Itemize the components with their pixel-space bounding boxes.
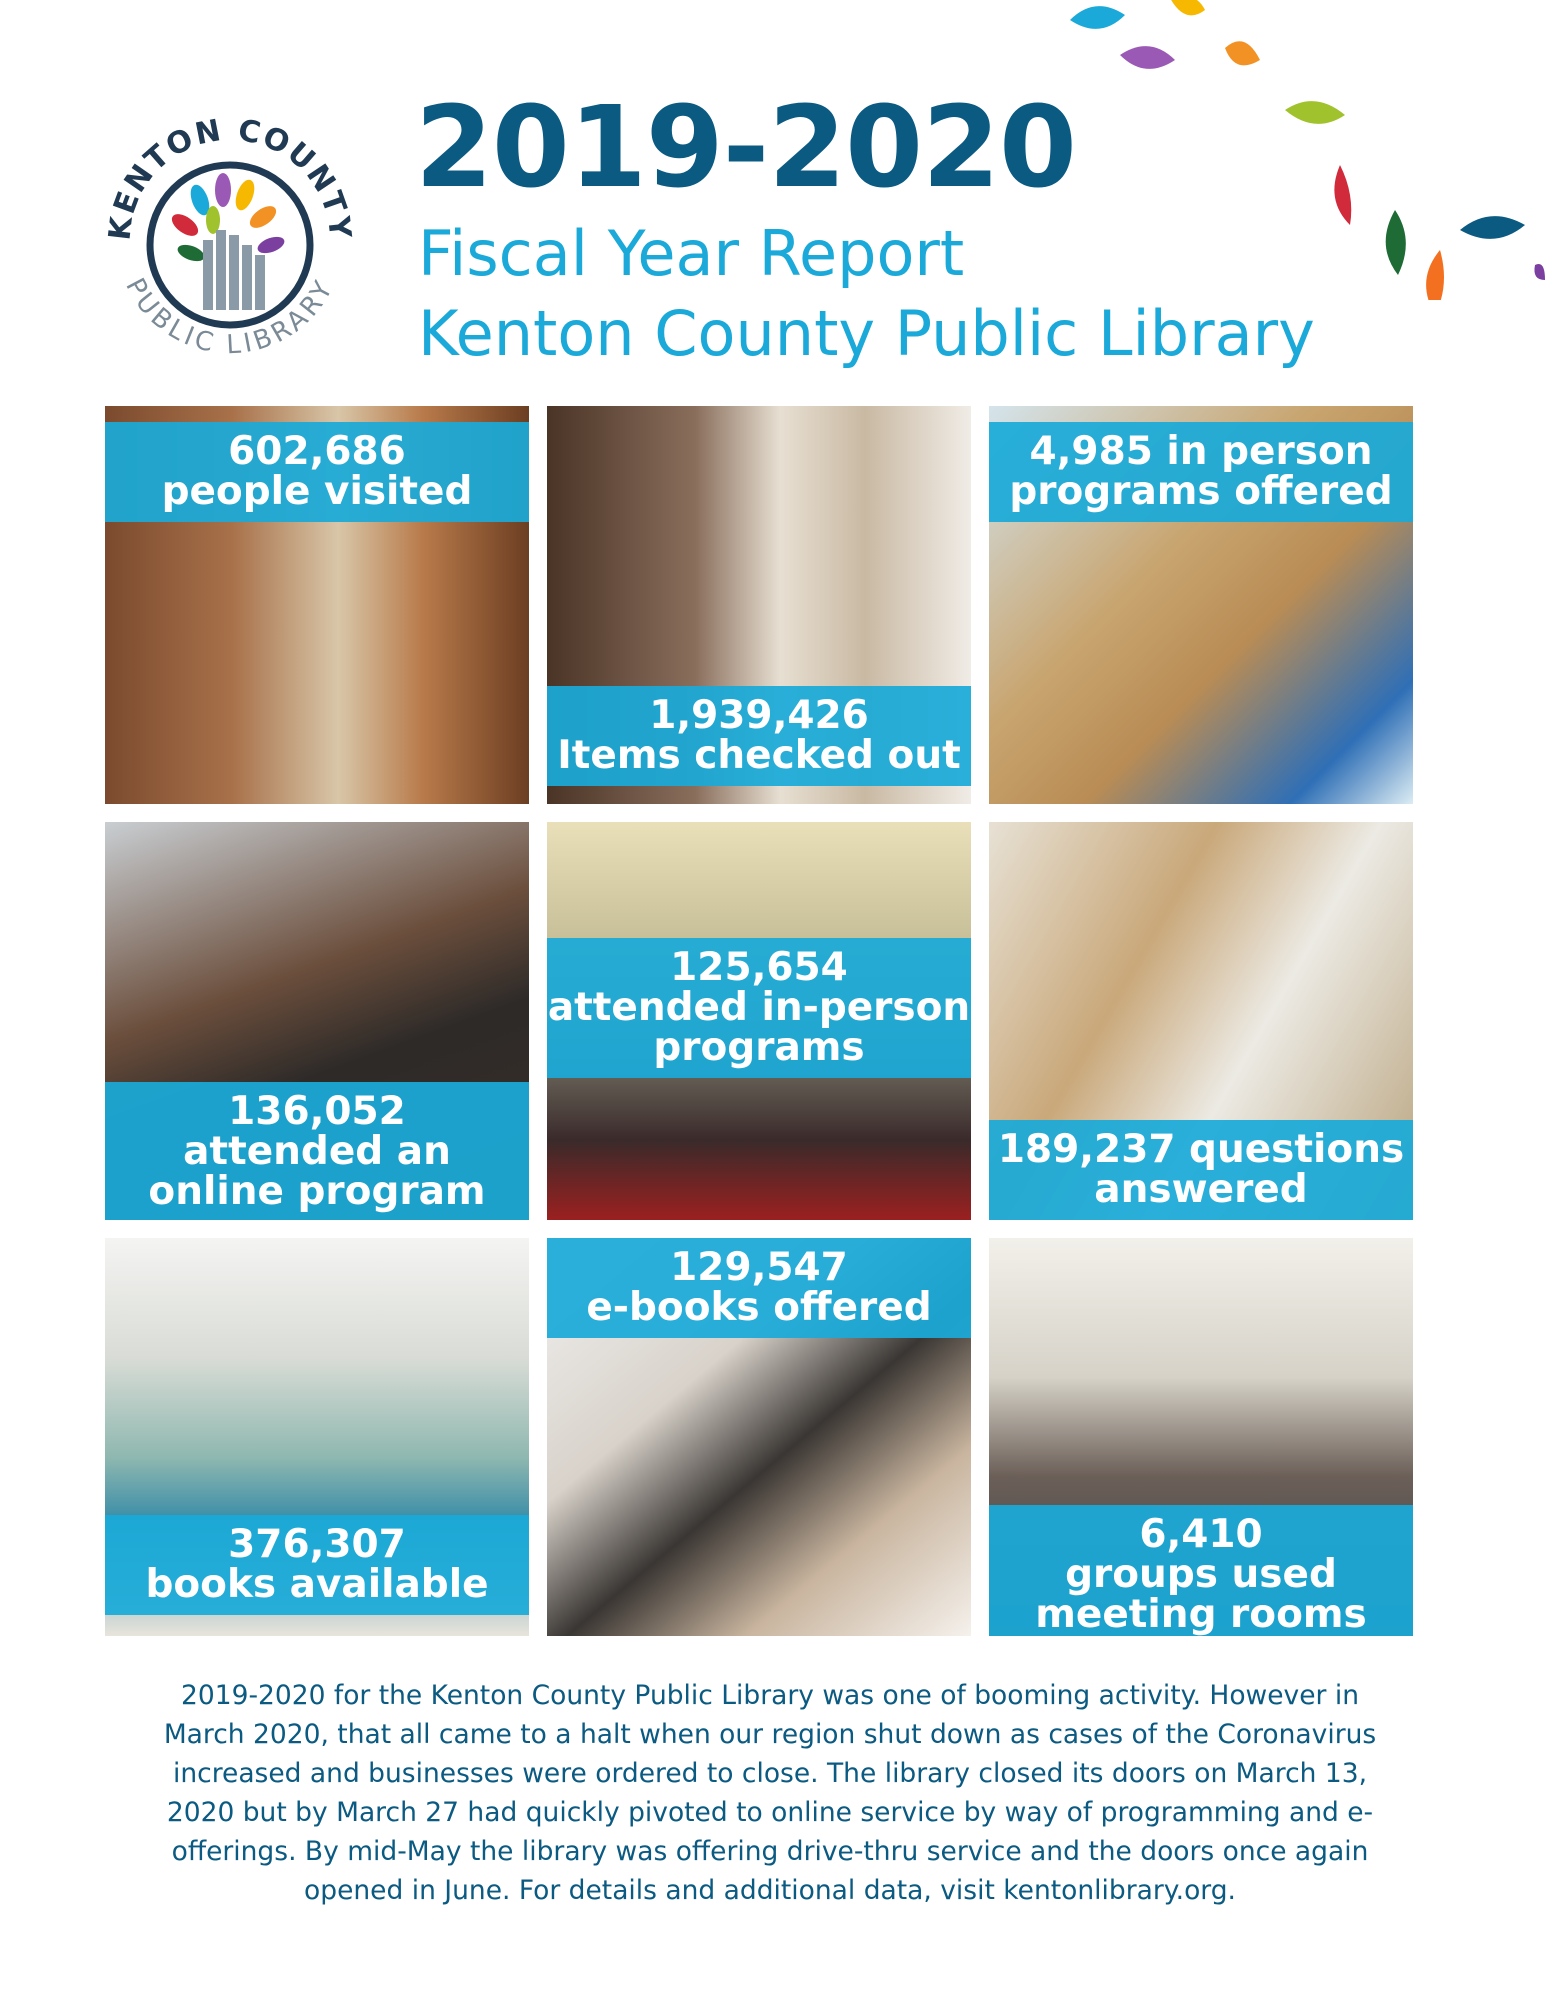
stat-value: 602,686 [228, 429, 406, 474]
stat-tile-programs-offered [989, 406, 1413, 804]
summary-line: 2020 but by March 27 had quickly pivoted to online service by way of programming and e- [166, 1797, 1374, 1828]
stat-value: 4,985 in person [1029, 429, 1373, 474]
stat-caption: people visited [161, 469, 473, 514]
stat-tile-ebooks-offered [547, 1238, 971, 1636]
stat-caption: answered [1094, 1167, 1308, 1212]
stat-caption: attended in-person [547, 985, 971, 1030]
stat-caption: online program [148, 1169, 486, 1214]
stat-tile-in-person-programs [547, 822, 971, 1220]
stat-caption: Items checked out [557, 733, 961, 778]
leaf-navy [1460, 216, 1525, 239]
stat-label [989, 1505, 1413, 1636]
library-logo [95, 105, 365, 375]
leaf-red [1334, 165, 1351, 225]
stat-label [105, 422, 529, 522]
stat-caption: attended an [183, 1129, 451, 1174]
stat-value: 125,654 [670, 945, 848, 990]
leaf-orange-2 [1426, 250, 1444, 300]
stat-label [547, 686, 971, 786]
stat-label [547, 1238, 971, 1338]
leaf-green [1285, 101, 1345, 124]
logo-text-bottom: PUBLIC LIBRARY [119, 273, 341, 361]
subtitle-line-2: Kenton County Public Library [418, 297, 1315, 370]
stat-tile-books-available [105, 1238, 529, 1636]
stat-label [989, 422, 1413, 522]
stat-caption: e-books offered [586, 1285, 932, 1330]
summary-paragraph [120, 1676, 1420, 1910]
stat-caption: groups used [1065, 1552, 1337, 1597]
subtitle-line-1: Fiscal Year Report [418, 217, 965, 290]
stat-caption: programs [653, 1025, 865, 1070]
tree-icon [168, 173, 286, 310]
summary-line: March 2020, that all came to a halt when our region shut down as cases of the Coronavirus [163, 1719, 1377, 1750]
report-subtitle [418, 214, 1315, 374]
stat-caption: programs offered [1009, 469, 1393, 514]
leaf-yellow [1170, 0, 1205, 15]
stat-tile-meeting-rooms [989, 1238, 1413, 1636]
stat-tile-questions-answered [989, 822, 1413, 1220]
leaf-blue [1070, 6, 1125, 29]
leaf-purple-2 [1534, 264, 1545, 280]
leaf-darkgreen [1386, 210, 1406, 275]
summary-line: 2019-2020 for the Kenton County Public Library was one of booming activity. However in [181, 1680, 1359, 1711]
stat-label [105, 1515, 529, 1615]
stat-value: 376,307 [228, 1522, 406, 1567]
stat-caption: books available [145, 1562, 489, 1607]
stat-label [547, 938, 971, 1078]
stat-value: 6,410 [1139, 1512, 1263, 1557]
stat-tile-people-visited [105, 406, 529, 804]
report-year-title: 2019-2020 [415, 83, 1076, 213]
summary-line: increased and businesses were ordered to close. The library closed its doors on March 13, [172, 1758, 1368, 1789]
stat-label [989, 1120, 1413, 1220]
stat-tile-items-checked-out [547, 406, 971, 804]
leaf-purple [1120, 46, 1175, 69]
stat-caption: meeting rooms [1035, 1592, 1367, 1636]
stat-label [105, 1082, 529, 1220]
svg-text:KENTON COUNTY [102, 113, 357, 242]
leaf-orange [1225, 41, 1260, 65]
summary-line: offerings. By mid-May the library was offering drive-thru service and the doors once again [171, 1836, 1369, 1867]
logo-text-top: KENTON COUNTY [102, 112, 358, 243]
stat-value: 1,939,426 [649, 693, 869, 738]
summary-line: opened in June. For details and additional data, visit kentonlibrary.org. [304, 1875, 1236, 1906]
stat-tile-online-program [105, 822, 529, 1220]
stat-value: 136,052 [228, 1089, 406, 1134]
stat-value: 129,547 [670, 1245, 848, 1290]
stat-value: 189,237 questions [997, 1127, 1405, 1172]
